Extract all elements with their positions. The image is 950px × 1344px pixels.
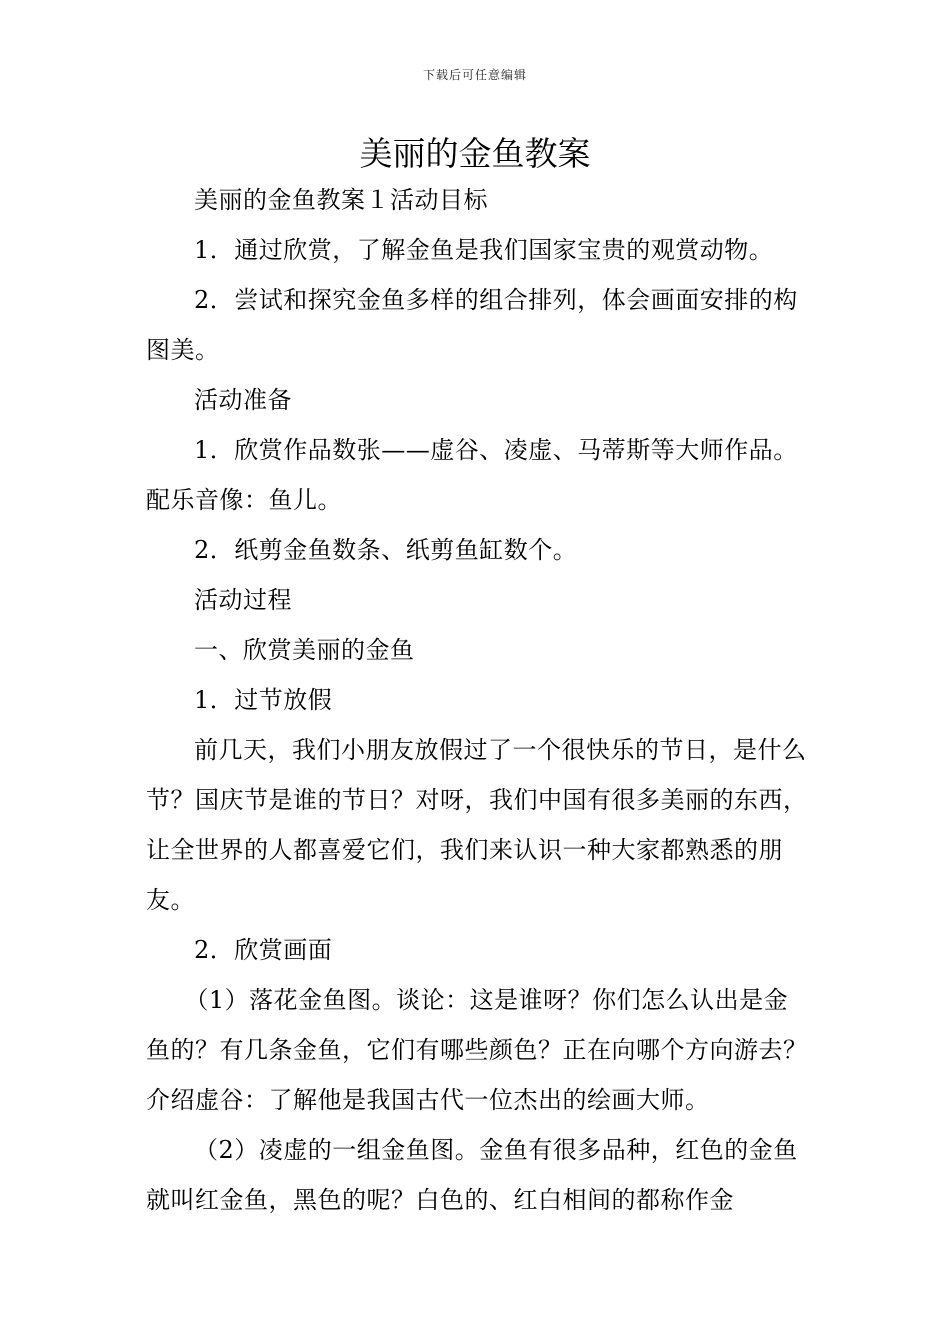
document-body xyxy=(146,175,808,1225)
paragraph-process-heading: 活动过程 xyxy=(194,586,292,614)
paragraph-step-2-item-2: （2）凌虚的一组金鱼图。金鱼有很多品种，红色的金鱼就叫红金鱼，黑色的呢？白色的、红白相间的都称作金 xyxy=(146,1136,798,1214)
paragraph-step-2-item-1: （1）落花金鱼图。谈论：这是谁呀？你们怎么认出是金鱼的？有几条金鱼，它们有哪些颜色？正在向哪个方向游去？介绍虚谷：了解他是我国古代一位杰出的绘画大师。 xyxy=(146,986,808,1114)
header-note: 下载后可任意编辑 xyxy=(422,68,527,82)
paragraph-step-2: 2．欣赏画面 xyxy=(194,936,333,964)
paragraph-preparation-2: 2．纸剪金鱼数条、纸剪鱼缸数个。 xyxy=(194,536,578,564)
paragraph-section-1: 一、欣赏美丽的金鱼 xyxy=(194,636,415,664)
paragraph-goals-heading: 美丽的金鱼教案１活动目标 xyxy=(194,186,488,214)
paragraph-step-1: 1．过节放假 xyxy=(194,686,333,714)
paragraph-preparation-1: 1．欣赏作品数张——虚谷、凌虚、马蒂斯等大师作品。配乐音像：鱼儿。 xyxy=(146,436,798,514)
paragraph-goal-1: 1．通过欣赏，了解金鱼是我们国家宝贵的观赏动物。 xyxy=(194,236,774,264)
paragraph-preparation-heading: 活动准备 xyxy=(194,386,292,414)
paragraph-goal-2: 2．尝试和探究金鱼多样的组合排列，体会画面安排的构图美。 xyxy=(146,286,798,364)
document-title: 美丽的金鱼教案 xyxy=(359,134,591,173)
paragraph-step-1-text: 前几天，我们小朋友放假过了一个很快乐的节日，是什么节？国庆节是谁的节日？对呀，我们中国有很多美丽的东西，让全世界的人都喜爱它们，我们来认识一种大家都熟悉的朋友。 xyxy=(146,736,808,914)
